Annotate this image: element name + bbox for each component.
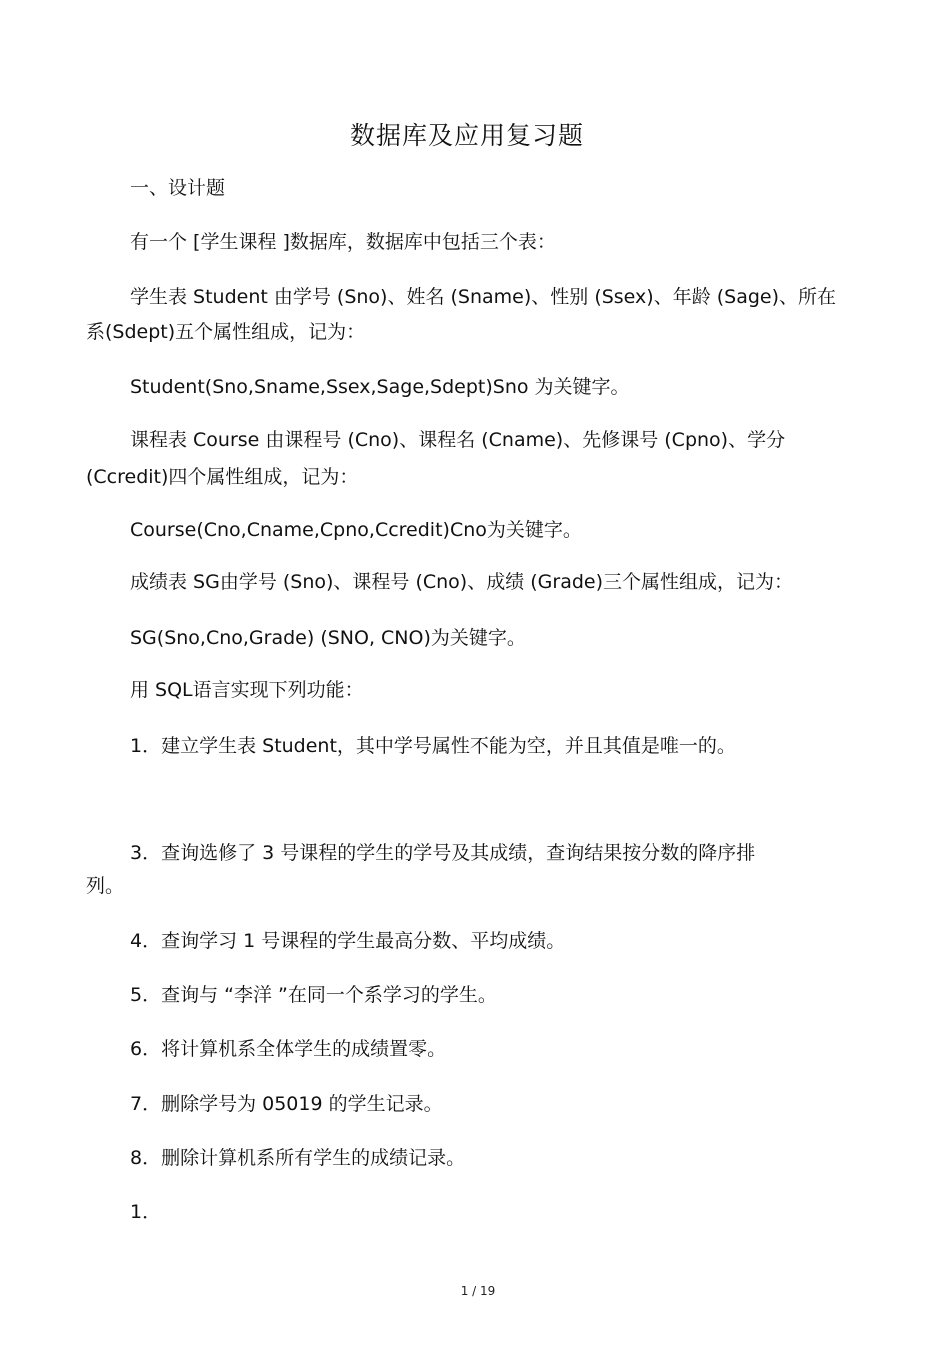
task-intro: 用 SQL语言实现下列功能： <box>130 679 364 701</box>
course-table-description: 课程表 Course 由课程号 (Cno)、课程名 (Cname)、先修课号 (Cpno)、学分 <box>130 429 786 451</box>
task-8: 8．删除计算机系所有学生的成绩记录。 <box>130 1147 466 1169</box>
task-4: 4．查询学习 1 号课程的学生最高分数、平均成绩。 <box>130 930 566 952</box>
page-number: 1 / 19 <box>460 1284 496 1298</box>
page-title: 数据库及应用复习题 <box>349 121 584 150</box>
task-1: 1．建立学生表 Student，其中学号属性不能为空，并且其值是唯一的。 <box>130 735 736 757</box>
sg-table-description: 成绩表 SG由学号 (Sno)、课程号 (Cno)、成绩 (Grade)三个属性组成，记为： <box>130 571 794 593</box>
student-table-description: 学生表 Student 由学号 (Sno)、姓名 (Sname)、性别 (Ssex)、年龄 (Sage)、所在 <box>130 286 837 308</box>
answer-start: 1． <box>130 1201 162 1223</box>
task-3: 3．查询选修了 3 号课程的学生的学号及其成绩，查询结果按分数的降序排 <box>130 842 756 864</box>
section-heading: 一、设计题 <box>130 177 226 199</box>
intro-paragraph: 有一个 [学生课程 ]数据库，数据库中包括三个表： <box>130 231 556 253</box>
task-7: 7．删除学号为 05019 的学生记录。 <box>130 1093 443 1115</box>
task-6: 6．将计算机系全体学生的成绩置零。 <box>130 1038 447 1060</box>
task-3-cont: 列。 <box>86 875 125 897</box>
student-table-description-cont: 系(Sdept)五个属性组成，记为： <box>86 321 366 343</box>
task-5: 5．查询与 “李洋 ”在同一个系学习的学生。 <box>130 984 497 1006</box>
sg-schema: SG(Sno,Cno,Grade) (SNO, CNO)为关键字。 <box>130 627 526 649</box>
course-schema: Course(Cno,Cname,Cpno,Ccredit)Cno为关键字。 <box>130 519 582 541</box>
student-schema: Student(Sno,Sname,Ssex,Sage,Sdept)Sno 为关键字。 <box>130 376 630 398</box>
course-table-description-cont: (Ccredit)四个属性组成，记为： <box>86 466 359 488</box>
